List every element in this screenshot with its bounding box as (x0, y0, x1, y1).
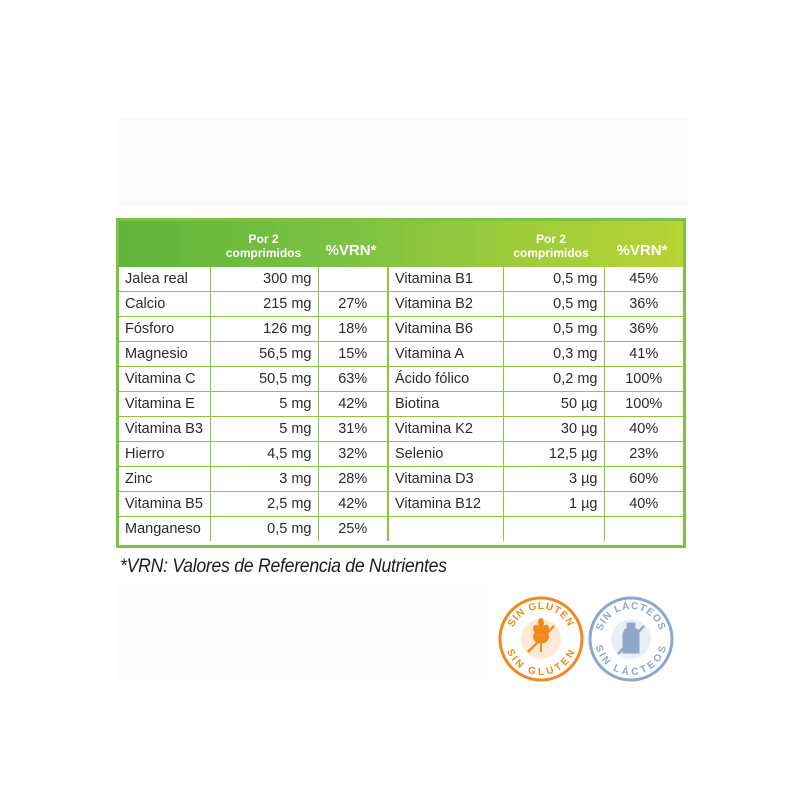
right-nutrient-amount: 3 µg (503, 467, 604, 492)
header-left-vrn: %VRN* (325, 242, 377, 259)
nutrient-grid (119, 267, 683, 541)
right-nutrient-name: Vitamina B1 (388, 267, 503, 292)
table-row (119, 342, 683, 367)
right-nutrient-vrn: 23% (604, 442, 683, 467)
right-nutrient-vrn: 36% (604, 317, 683, 342)
table-header (119, 221, 683, 267)
left-nutrient-amount: 4,5 mg (210, 442, 318, 467)
lacteos-text-bottom: SIN LÁCTEOS (592, 643, 670, 679)
left-nutrient-amount: 5 mg (210, 392, 318, 417)
right-nutrient-name: Vitamina B6 (388, 317, 503, 342)
left-nutrient-amount: 300 mg (210, 267, 318, 292)
nutrition-table (116, 218, 686, 548)
left-nutrient-name: Vitamina B3 (119, 417, 210, 442)
sin-lacteos-badge (588, 596, 674, 682)
left-nutrient-vrn: 63% (318, 367, 388, 392)
left-nutrient-vrn: 15% (318, 342, 388, 367)
header-right-vrn: %VRN* (616, 242, 668, 259)
right-nutrient-name: Vitamina K2 (388, 417, 503, 442)
right-nutrient-vrn: 100% (604, 392, 683, 417)
right-nutrient-vrn (604, 517, 683, 542)
left-nutrient-vrn: 31% (318, 417, 388, 442)
left-nutrient-vrn: 32% (318, 442, 388, 467)
right-nutrient-amount: 30 µg (503, 417, 604, 442)
right-nutrient-name: Vitamina D3 (388, 467, 503, 492)
left-nutrient-vrn: 18% (318, 317, 388, 342)
header-right-amount: Por 2 comprimidos (513, 232, 589, 260)
right-nutrient-name: Selenio (388, 442, 503, 467)
left-nutrient-amount: 126 mg (210, 317, 318, 342)
faded-background-block (118, 585, 488, 680)
right-nutrient-name: Vitamina B12 (388, 492, 503, 517)
left-nutrient-name: Manganeso (119, 517, 210, 542)
left-nutrient-amount: 3 mg (210, 467, 318, 492)
right-nutrient-amount: 12,5 µg (503, 442, 604, 467)
left-nutrient-name: Vitamina C (119, 367, 210, 392)
left-nutrient-name: Vitamina E (119, 392, 210, 417)
left-nutrient-vrn: 28% (318, 467, 388, 492)
right-nutrient-vrn: 40% (604, 417, 683, 442)
right-nutrient-amount: 1 µg (503, 492, 604, 517)
right-nutrient-vrn: 60% (604, 467, 683, 492)
table-row (119, 492, 683, 517)
table-row (119, 267, 683, 292)
table-row (119, 367, 683, 392)
left-nutrient-vrn: 25% (318, 517, 388, 542)
right-nutrient-vrn: 36% (604, 292, 683, 317)
left-nutrient-name: Zinc (119, 467, 210, 492)
table-row (119, 517, 683, 542)
left-nutrient-amount: 56,5 mg (210, 342, 318, 367)
right-nutrient-vrn: 45% (604, 267, 683, 292)
vrn-footnote: *VRN: Valores de Referencia de Nutrientes (120, 556, 447, 577)
table-row (119, 467, 683, 492)
right-nutrient-amount: 0,5 mg (503, 267, 604, 292)
lacteos-text-top: SIN LÁCTEOS (594, 600, 668, 633)
left-nutrient-name: Jalea real (119, 267, 210, 292)
table-row (119, 317, 683, 342)
left-nutrient-vrn (318, 267, 388, 292)
table-row (119, 292, 683, 317)
right-nutrient-amount: 0,2 mg (503, 367, 604, 392)
right-nutrient-amount: 0,5 mg (503, 317, 604, 342)
left-nutrient-amount: 0,5 mg (210, 517, 318, 542)
left-nutrient-name: Hierro (119, 442, 210, 467)
left-nutrient-amount: 50,5 mg (210, 367, 318, 392)
left-nutrient-vrn: 42% (318, 492, 388, 517)
table-row (119, 417, 683, 442)
right-nutrient-name: Ácido fólico (388, 367, 503, 392)
gluten-text-bottom: SIN GLUTEN (504, 647, 578, 679)
right-nutrient-name (388, 517, 503, 542)
sin-gluten-badge (498, 596, 584, 682)
right-nutrient-vrn: 41% (604, 342, 683, 367)
left-nutrient-amount: 2,5 mg (210, 492, 318, 517)
header-left-amount: Por 2 comprimidos (225, 232, 302, 260)
left-nutrient-name: Vitamina B5 (119, 492, 210, 517)
left-nutrient-name: Calcio (119, 292, 210, 317)
right-nutrient-amount: 50 µg (503, 392, 604, 417)
right-nutrient-amount (503, 517, 604, 542)
right-nutrient-name: Vitamina A (388, 342, 503, 367)
table-row (119, 442, 683, 467)
faded-background-band (118, 118, 688, 206)
table-row (119, 392, 683, 417)
left-nutrient-amount: 5 mg (210, 417, 318, 442)
left-nutrient-name: Magnesio (119, 342, 210, 367)
right-nutrient-amount: 0,3 mg (503, 342, 604, 367)
right-nutrient-vrn: 40% (604, 492, 683, 517)
left-nutrient-name: Fósforo (119, 317, 210, 342)
right-nutrient-name: Biotina (388, 392, 503, 417)
left-nutrient-vrn: 27% (318, 292, 388, 317)
gluten-text-top: SIN GLUTEN (506, 600, 576, 629)
left-nutrient-amount: 215 mg (210, 292, 318, 317)
right-nutrient-name: Vitamina B2 (388, 292, 503, 317)
left-nutrient-vrn: 42% (318, 392, 388, 417)
right-nutrient-amount: 0,5 mg (503, 292, 604, 317)
right-nutrient-vrn: 100% (604, 367, 683, 392)
